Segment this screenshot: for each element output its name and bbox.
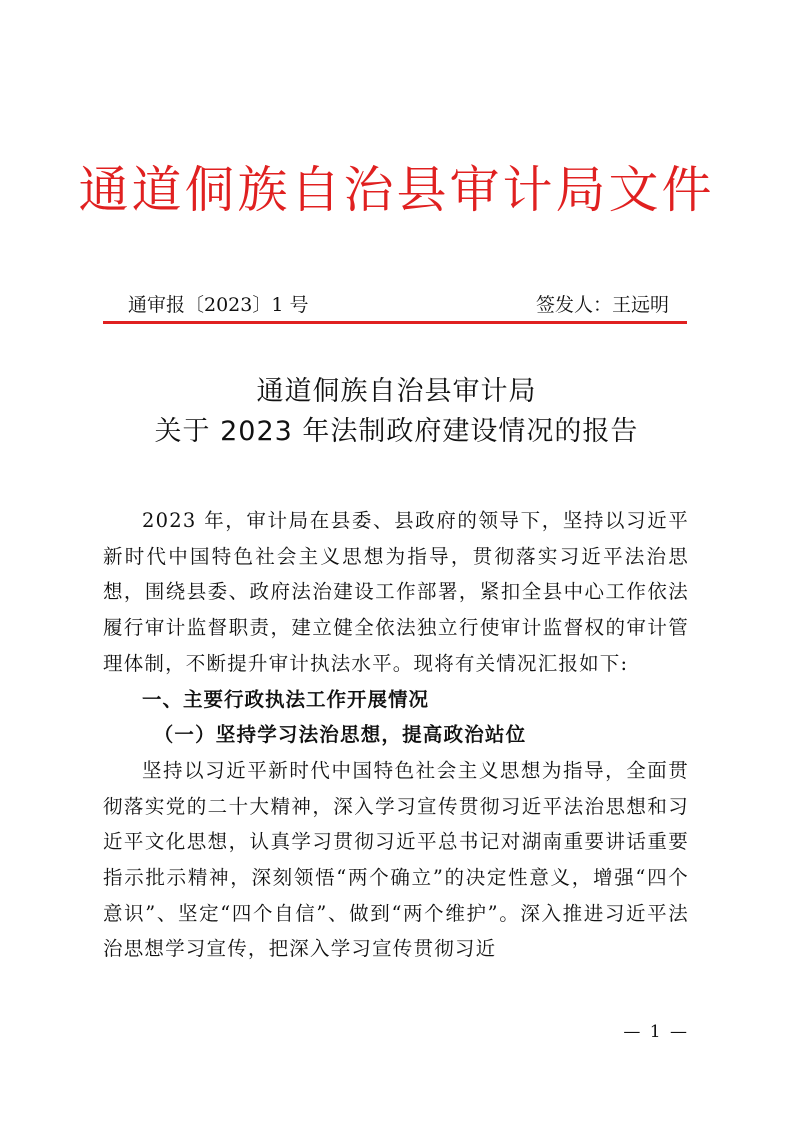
page-number: — 1 — [623,1022,689,1042]
document-body [103,503,689,967]
intro-paragraph: 2023 年，审计局在县委、县政府的领导下，坚持以习近平新时代中国特色社会主义思想为指导，贯彻落实习近平法治思想，围绕县委、政府法治建设工作部署，紧扣全县中心工作依法履行审计监督职责，建立健全依法独立行使审计监督权的审计管理体制，不断提升审计执法水平。现将有关情况汇报如下: [103,509,689,675]
section-1-heading: 一、主要行政执法工作开展情况 [142,687,430,711]
subsection-1-heading: （一）坚持学习法治思想，提高政治站位 [153,723,527,747]
document-number: 通审报〔2023〕1 号 [128,294,309,316]
signer: 签发人：王远明 [535,294,669,316]
document-title [0,372,793,452]
red-divider-line [103,321,687,324]
title-line-2: 关于 2023 年法制政府建设情况的报告 [154,416,639,447]
subsection-1-paragraph: 坚持以习近平新时代中国特色社会主义思想为指导，全面贯彻落实党的二十大精神，深入学习宣传贯彻习近平法治思想和习近平文化思想，认真学习贯彻习近平总书记对湖南重要讲话重要指示批示精神，深刻领悟“两个确立”的决定性意义，增强“四个意识”、坚定“四个自信”、做到“两个维护”。深入推进习近平法治思想学习宣传，把深入学习宣传贯彻习近 [103,758,689,961]
document-masthead: 通道侗族自治县审计局文件 [78,161,715,219]
title-line-1: 通道侗族自治县审计局 [256,376,537,407]
